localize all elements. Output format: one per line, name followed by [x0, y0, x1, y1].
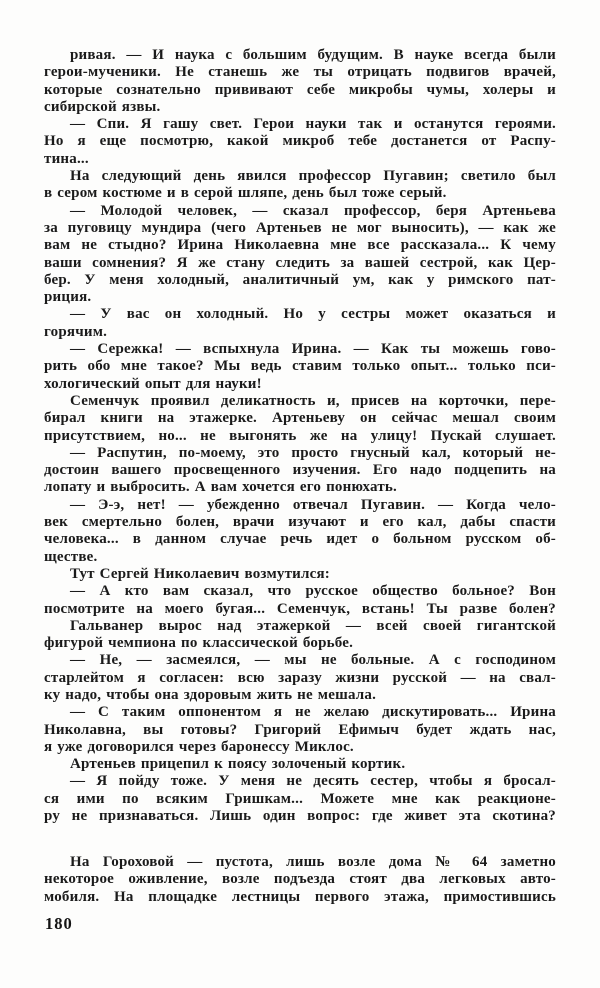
paragraph — [44, 756, 556, 773]
text-line: старлейтом я согласен: всю заразу жизни русской — на свал- — [44, 669, 556, 686]
text-line: герои-мученики. Не станешь же ты отрицать подвигов врачей, — [44, 64, 556, 81]
text-line: — Распутин, по-моему, это просто гнусный кал, который не- — [70, 444, 556, 461]
paragraph — [44, 583, 556, 618]
paragraph — [44, 306, 556, 341]
text-line: век смертельно болен, врачи изучают и его кал, дабы спасти — [44, 514, 556, 531]
paragraph — [44, 203, 556, 307]
paragraph — [44, 445, 556, 497]
text-line: Гальванер вырос над этажеркой — всей своей гигантской — [70, 617, 556, 634]
text-line: Семенчук проявил деликатность и, присев на корточки, пере- — [70, 392, 556, 409]
text-line: достоин вашего просвещенного изучения. Его надо подцепить на — [44, 462, 556, 479]
main-text-section — [44, 47, 556, 825]
paragraph — [44, 168, 556, 203]
text-line: некоторое оживление, возле подъезда стоят два легковых авто- — [44, 871, 556, 888]
text-line: в сером костюме и в серой шляпе, день был тоже серый. — [44, 185, 447, 202]
text-line: рить обо мне такое? Мы ведь ставим только опыт... только пси- — [44, 358, 556, 375]
text-line: — Спи. Я гашу свет. Герои науки так и останутся героями. — [70, 116, 556, 133]
page-number: 180 — [45, 914, 73, 933]
text-line: — У вас он холодный. Но у сестры может оказаться и — [70, 306, 556, 323]
text-line: — Молодой человек, — сказал профессор, беря Артеньева — [70, 202, 556, 219]
paragraph — [44, 854, 556, 906]
text-line: сибирской язвы. — [44, 98, 161, 115]
text-line: Но я еще посмотрю, какой микроб тебе достанется от Распу- — [44, 133, 556, 150]
text-line: — Я пойду тоже. У меня не десять сестер, чтобы я бросал- — [70, 773, 556, 790]
text-line: Николавна, вы готовы? Григорий Ефимыч будет ждать нас, — [44, 721, 556, 738]
text-line: тина... — [44, 150, 89, 167]
text-line: мобиля. На площадке лестницы первого этажа, примостившись — [44, 888, 556, 905]
paragraph — [44, 47, 556, 116]
text-line: На Гороховой — пустота, лишь возле дома № 64 заметно — [70, 854, 556, 870]
text-line: ку надо, чтобы она здоровым жить не мешала. — [44, 686, 377, 703]
text-line: — Не, — засмеялся, — мы не больные. А с господином — [70, 652, 556, 669]
text-line: риция. — [44, 289, 92, 306]
text-line: вам не стыдно? Ирина Николаевна мне все рассказала... К чему — [44, 237, 556, 254]
continuation-section — [44, 854, 556, 906]
text-line: хологический опыт для науки! — [44, 375, 262, 392]
paragraph — [44, 393, 556, 445]
text-line: бирал книги на этажерке. Артеньеву он сейчас мешал своим — [44, 410, 556, 427]
text-line: присутствием, но... не выгонять же на улицу! Пускай слушает. — [44, 427, 556, 444]
text-line: за пуговицу мундира (чего Артеньев не мог выносить), — как же — [44, 219, 556, 236]
text-line: ществе. — [44, 548, 98, 565]
paragraph — [44, 704, 556, 756]
text-line: — Сережка! — вспыхнула Ирина. — Как ты можешь гово- — [70, 341, 556, 358]
paragraph — [44, 497, 556, 566]
text-line: Артеньев прицепил к поясу золоченый кортик. — [70, 756, 406, 773]
text-line: которые сознательно прививают себе микробы чумы, холеры и — [44, 81, 556, 98]
text-line: — Э-э, нет! — убежденно отвечал Пугавин. — Когда чело- — [70, 496, 556, 513]
paragraph — [44, 773, 556, 825]
text-line: горячим. — [44, 323, 108, 340]
text-line: ваши сомнения? Я же стану следить за вашей сестрой, как Цер- — [44, 254, 556, 271]
text-line: На следующий день явился профессор Пугавин; светило был — [70, 168, 556, 185]
text-line: ся ими по всяким Гришкам... Можете мне как реакционе- — [44, 790, 556, 807]
paragraph — [44, 341, 556, 393]
paragraph — [44, 652, 556, 704]
paragraph — [44, 566, 556, 583]
text-line: бер. У меня холодный, аналитичный ум, как у римского пат- — [44, 271, 556, 288]
text-line: посмотрите на моего бугая... Семенчук, встань! Ты разве болен? — [44, 600, 556, 617]
paragraph — [44, 116, 556, 168]
text-line: ривая. — И наука с большим будущим. В науке всегда были — [70, 47, 556, 63]
text-line: Тут Сергей Николаевич возмутился: — [70, 565, 330, 582]
text-line: — А кто вам сказал, что русское общество больное? Вон — [70, 583, 556, 600]
text-line: ру не признаваться. Лишь один вопрос: где живет эта скотина? — [44, 808, 556, 825]
text-line: — С таким оппонентом я не желаю дискутировать... Ирина — [70, 704, 556, 721]
text-line: я уже договорился через баронессу Миклос. — [44, 738, 354, 755]
paragraph — [44, 618, 556, 653]
text-line: фигурой чемпиона по классической борьбе. — [44, 635, 354, 652]
text-line: лопату и выбросить. А вам хочется его понюхать. — [44, 479, 397, 496]
text-line: человека... в данном случае речь идет о больном русском об- — [44, 531, 556, 548]
